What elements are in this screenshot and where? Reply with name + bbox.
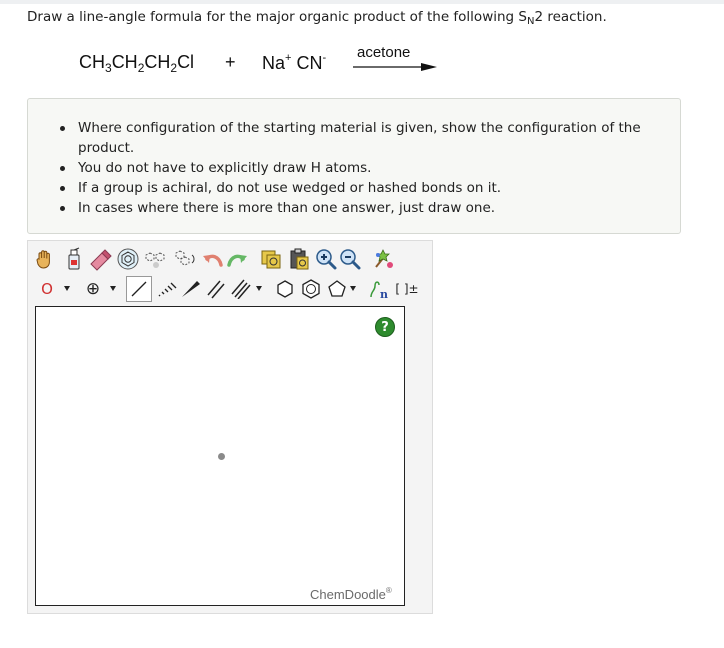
zoom-in-icon[interactable]	[313, 246, 339, 272]
atom-label-button[interactable]: O	[41, 280, 53, 298]
triple-bond-icon[interactable]	[228, 276, 254, 302]
cyclopentane-icon[interactable]	[324, 276, 350, 302]
chemdoodle-logo: ChemDoodle®	[310, 586, 392, 602]
solvent-label: acetone	[357, 44, 411, 61]
drawing-canvas[interactable]	[35, 306, 405, 606]
instructions-box	[27, 98, 681, 234]
hashed-bond-icon[interactable]	[154, 276, 180, 302]
cyclohexane-icon[interactable]	[272, 276, 298, 302]
clear-icon[interactable]	[61, 246, 87, 272]
plus-sign: +	[225, 52, 236, 72]
chevron-down-icon[interactable]	[256, 286, 262, 291]
chemdoodle-sketcher	[27, 240, 433, 614]
svg-text:n: n	[380, 288, 388, 301]
lasso-select-icon[interactable]	[143, 246, 169, 272]
instruction-item: You do not have to explicitly draw H atoms.	[60, 158, 660, 178]
instruction-item: Where configuration of the starting material is given, show the configuration of the product.	[60, 118, 660, 158]
zoom-out-icon[interactable]	[337, 246, 363, 272]
instruction-item: In cases where there is more than one answer, just draw one.	[60, 198, 660, 218]
chevron-down-icon[interactable]	[110, 286, 116, 291]
redo-icon[interactable]	[224, 246, 250, 272]
single-bond-icon[interactable]	[126, 276, 152, 302]
instruction-item: If a group is achiral, do not use wedged or hashed bonds on it.	[60, 178, 660, 198]
charge-button[interactable]: ⊕	[85, 279, 101, 299]
wedge-bond-icon[interactable]	[178, 276, 204, 302]
instructions-list	[60, 118, 660, 218]
eraser-icon[interactable]	[87, 246, 113, 272]
help-button[interactable]: ?	[375, 317, 395, 337]
rotate-select-icon[interactable]	[171, 246, 197, 272]
canvas-cursor-dot	[218, 453, 225, 460]
top-border	[0, 0, 724, 4]
paste-icon[interactable]	[286, 246, 312, 272]
reactant-formula: $CH_3CH_2CH_2Cl$	[79, 52, 195, 75]
copy-icon[interactable]	[258, 246, 284, 272]
chevron-down-icon[interactable]	[350, 286, 356, 291]
bracket-charge-icon[interactable]: [ ]±	[395, 282, 419, 296]
chevron-down-icon[interactable]	[64, 286, 70, 291]
benzene-ring-icon[interactable]	[298, 276, 324, 302]
sgroup-icon[interactable]	[366, 276, 392, 302]
double-bond-icon[interactable]	[203, 276, 229, 302]
reagent-formula: Na+ CN-	[262, 52, 327, 73]
reaction-arrow	[353, 61, 439, 73]
benzene-template-icon[interactable]	[115, 246, 141, 272]
hand-icon[interactable]	[32, 246, 58, 272]
undo-icon[interactable]	[200, 246, 226, 272]
question-text: Draw a line-angle formula for the major organic product of the following $S_N2$ reaction.	[27, 9, 607, 27]
clean-structure-icon[interactable]	[371, 246, 397, 272]
